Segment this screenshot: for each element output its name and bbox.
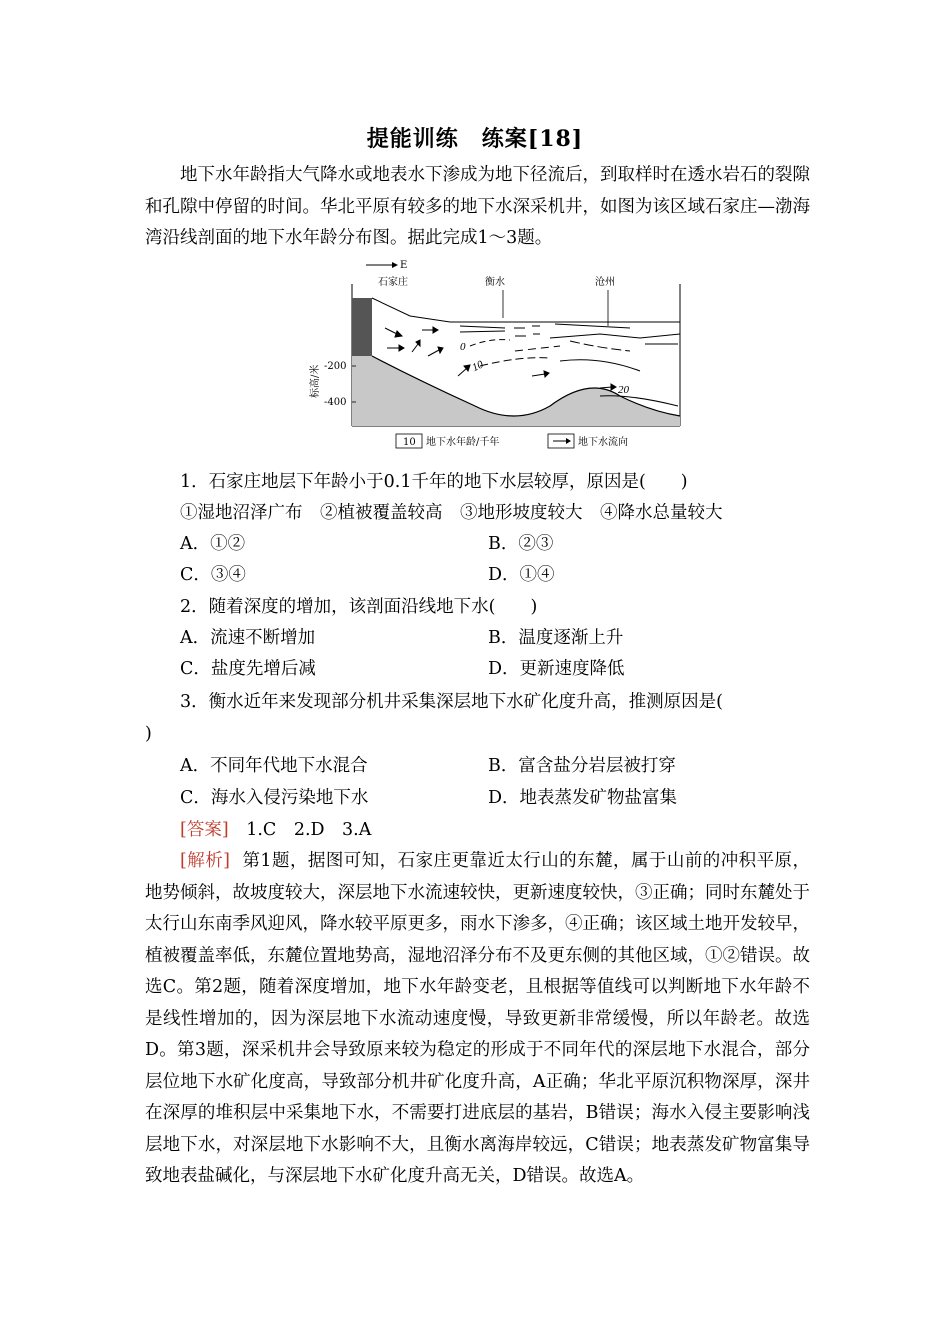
- analysis-paragraph: [145, 846, 810, 1193]
- answer-line: [180, 818, 371, 842]
- contour-label-0: 0: [460, 341, 466, 353]
- contour-label-10: 10: [470, 358, 486, 375]
- q2-option-d: D．更新速度降低: [488, 659, 625, 679]
- y-tick-400: -400: [324, 397, 347, 408]
- answer-text: 1.C 2.D 3.A: [246, 820, 372, 840]
- q1-option-c: C．③④: [180, 565, 246, 585]
- groundwater-age-profile-figure: [300, 256, 690, 456]
- direction-arrow-icon: [366, 262, 398, 268]
- city-label-shijiazhuang: 石家庄: [378, 277, 408, 288]
- answer-label: [答案]: [180, 820, 229, 840]
- q2-option-c: C．盐度先增后减: [180, 659, 316, 679]
- city-label-cangzhou: 沧州: [595, 277, 615, 288]
- q1-stem: 1．石家庄地层下年龄小于0.1千年的地下水层较厚，原因是( ): [180, 472, 688, 492]
- q1-option-b: B．②③: [488, 534, 554, 554]
- y-axis-label: 标高/米: [310, 364, 321, 398]
- q3-stem-line1: 3．衡水近年来发现部分机井采集深层地下水矿化度升高，推测原因是(: [180, 692, 723, 712]
- direction-label: E: [400, 260, 408, 271]
- q2-option-a: A．流速不断增加: [180, 628, 316, 648]
- q3-option-d: D．地表蒸发矿物盐富集: [488, 788, 678, 808]
- analysis-label: [解析]: [180, 851, 231, 871]
- legend-age-sample: 10: [403, 437, 416, 448]
- y-tick-200: -200: [324, 361, 347, 372]
- q1-option-d: D．①④: [488, 565, 555, 585]
- contour-label-20: 20: [618, 384, 629, 396]
- analysis-text: 第1题，据图可知，石家庄更靠近太行山的东麓，属于山前的冲积平原，地势倾斜，故坡度较大，深层地下水流速较快，更新速度较快，③正确；同时东麓处于太行山东南季风迎风，降水较平原更多，雨水下渗多，④正确；该区域土地开发较早，植被覆盖率低，东麓位置地势高，湿地沼泽分布不及更东侧的其他区域，①②错误。故选C。第2题，随着深度增加，地下水年龄变老，且根据等值线可以判断地下水年龄不是线性增加的，因为深层地下水流动速度慢，导致更新非常缓慢，所以年龄老。故选D。第3题，深采机井会导致原来较为稳定的形成于不同年代的深层地下水混合，部分层位地下水矿化度高，导致部分机井矿化度升高，A正确；华北平原沉积物深厚，深井在深厚的堆积层中采集地下水，不需要打进底层的基岩，B错误；海水入侵主要影响浅层地下水，对深层地下水影响不大，且衡水离海岸较远，C错误；地表蒸发矿物富集导致地表盐碱化，与深层地下水矿化度升高无关，D错误。故选A。: [145, 851, 811, 1186]
- q3-option-b: B．富含盐分岩层被打穿: [488, 756, 676, 776]
- q3-option-a: A．不同年代地下水混合: [180, 756, 368, 776]
- q3-stem-line2: ): [145, 724, 152, 744]
- q3-option-c: C．海水入侵污染地下水: [180, 788, 369, 808]
- q1-option-a: A．①②: [180, 534, 246, 554]
- legend-age-label: 地下水年龄/千年: [426, 437, 500, 448]
- q1-statements: ①湿地沼泽广布 ②植被覆盖较高 ③地形坡度较大 ④降水总量较大: [180, 503, 723, 523]
- intro-paragraph: 地下水年龄指大气降水或地表水下渗成为地下径流后，到取样时在透水岩石的裂隙和孔隙中停留的时间。华北平原有较多的地下水深采机井，如图为该区域石家庄—渤海湾沿线剖面的地下水年龄分布图。据此完成1～3题。: [145, 165, 810, 248]
- q2-stem: 2．随着深度的增加，该剖面沿线地下水( ): [180, 597, 538, 617]
- mountain-block: [352, 298, 372, 356]
- q2-option-b: B．温度逐渐上升: [488, 628, 624, 648]
- city-label-hengshui: 衡水: [485, 277, 505, 288]
- legend-flow-label: 地下水流向: [578, 437, 628, 448]
- page-title: 提能训练 练案[18]: [366, 126, 584, 152]
